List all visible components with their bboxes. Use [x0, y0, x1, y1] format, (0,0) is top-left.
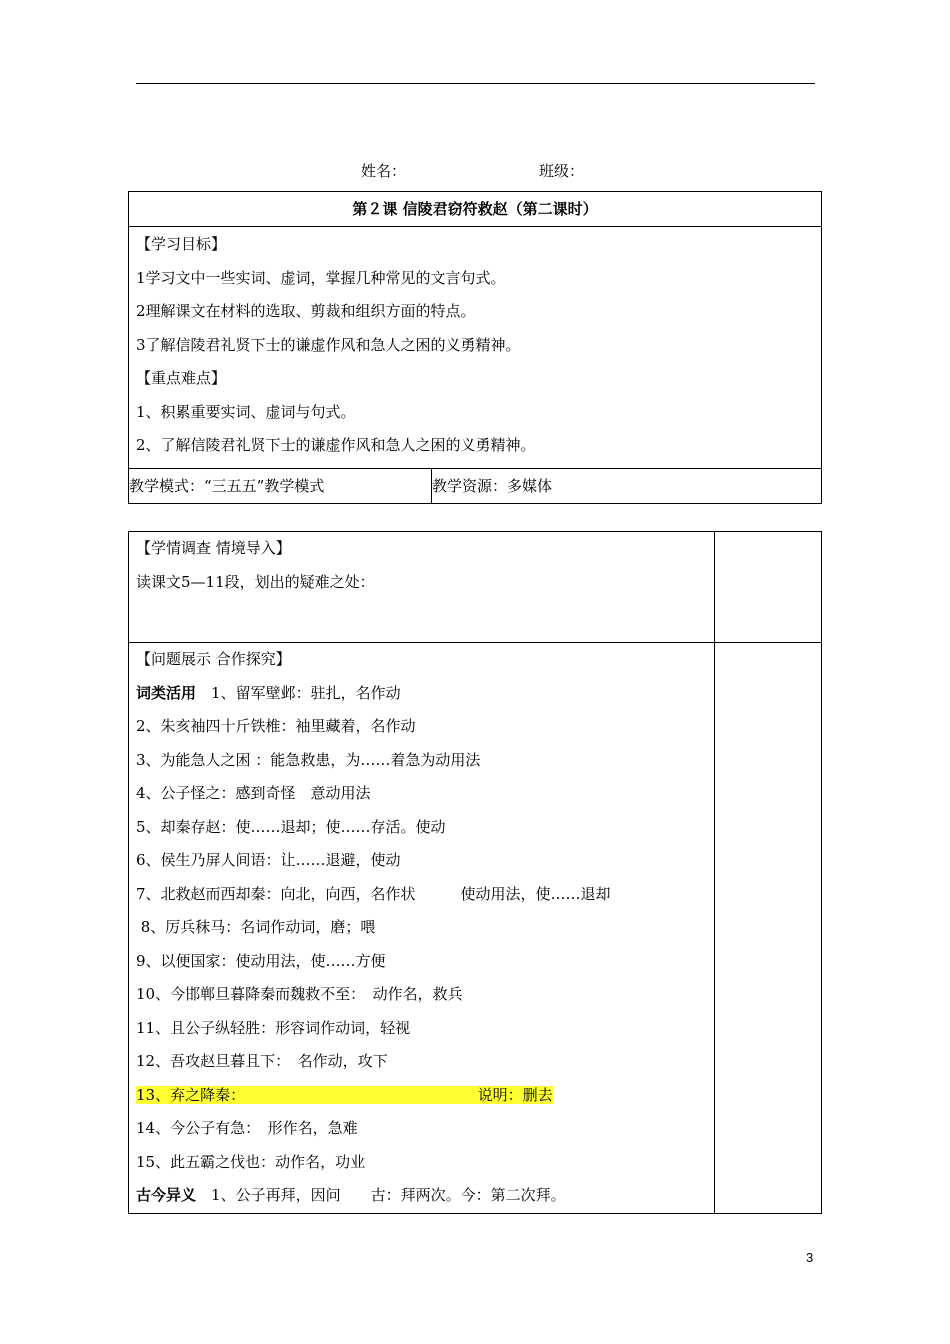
cilei-item: 15、此五霸之伐也：动作名，功业	[136, 1152, 366, 1171]
page-number: 3	[806, 1250, 814, 1265]
survey-text: 读课文5—11段，划出的疑难之处：	[136, 572, 375, 591]
teaching-mode: 教学模式：“三五五”教学模式	[129, 468, 432, 503]
cilei-item: 12、吾攻赵旦暮且下： 名作动，攻下	[136, 1052, 388, 1070]
highlighted-item: 13、弃之降秦： 说明：删去	[136, 1085, 553, 1104]
name-label: 姓名：	[361, 162, 407, 180]
cilei-item: 2、朱亥袖四十斤铁椎：袖里藏着，名作动	[136, 717, 416, 735]
class-label: 班级：	[539, 162, 585, 180]
cilei-item: 3、为能急人之困 ：能急救患，为……着急为动用法	[136, 750, 481, 769]
cilei-label: 词类活用	[136, 683, 197, 702]
survey-cell	[129, 532, 715, 643]
header-rule	[136, 83, 815, 84]
cilei-item: 9、以便国家：使动用法，使……方便	[136, 951, 386, 970]
cilei-item: 10、今邯郸旦暮降秦而魏救不至： 动作名，救兵	[136, 985, 463, 1003]
lesson-title: 第２课 信陵君窃符救赵（第二课时）	[129, 192, 822, 227]
explore-cell	[129, 643, 715, 1214]
lesson-table	[128, 191, 822, 504]
key-heading: 【重点难点】	[136, 369, 227, 387]
cilei-item: 7、北救赵而西却秦：向北，向西，名作状 使动用法，使……退却	[136, 884, 611, 903]
side-notes-cell	[715, 532, 822, 643]
cilei-item: 14、今公子有急： 形作名，急难	[136, 1119, 358, 1137]
highlighted-item-row	[129, 1079, 714, 1113]
gujin-label: 古今异义	[136, 1186, 197, 1204]
gujin-row	[129, 1179, 714, 1213]
cilei-item: 8、厉兵秣马：名词作动词，磨；喂	[136, 918, 376, 936]
cilei-item: 6、侯生乃屏人间语：让……退避，使动	[136, 851, 401, 869]
cilei-item: 11、且公子纵轻胜：形容词作动词，轻视	[136, 1018, 411, 1037]
gujin-item: 1、公子再拜，因问 古：拜两次。今：第二次拜。	[211, 1186, 566, 1204]
goal-item: 1学习文中一些实词、虚词，掌握几种常见的文言句式。	[136, 268, 506, 287]
teaching-resource: 教学资源：多媒体	[432, 468, 822, 503]
explore-heading: 【问题展示 合作探究】	[136, 650, 291, 668]
cilei-item: 5、却秦存赵：使……退却；使……存活。使动	[136, 817, 446, 836]
survey-heading: 【学情调查 情境导入】	[136, 539, 291, 557]
goals-heading: 【学习目标】	[136, 235, 227, 253]
cilei-first-item: 1、留军壁邺：驻扎，名作动	[211, 683, 401, 702]
cilei-item: 4、公子怪之：感到奇怪 意动用法	[136, 784, 371, 802]
key-item: 1、积累重要实词、虚词与句式。	[136, 402, 356, 421]
side-notes-cell	[715, 643, 822, 1214]
goal-item: 3了解信陵君礼贤下士的谦虚作风和急人之困的义勇精神。	[136, 335, 521, 354]
key-item: 2、了解信陵君礼贤下士的谦虚作风和急人之困的义勇精神。	[136, 436, 536, 454]
explore-table	[128, 531, 822, 1214]
cilei-row	[129, 677, 714, 711]
goal-item: 2理解课文在材料的选取、剪裁和组织方面的特点。	[136, 302, 476, 320]
goals-cell	[129, 227, 822, 469]
